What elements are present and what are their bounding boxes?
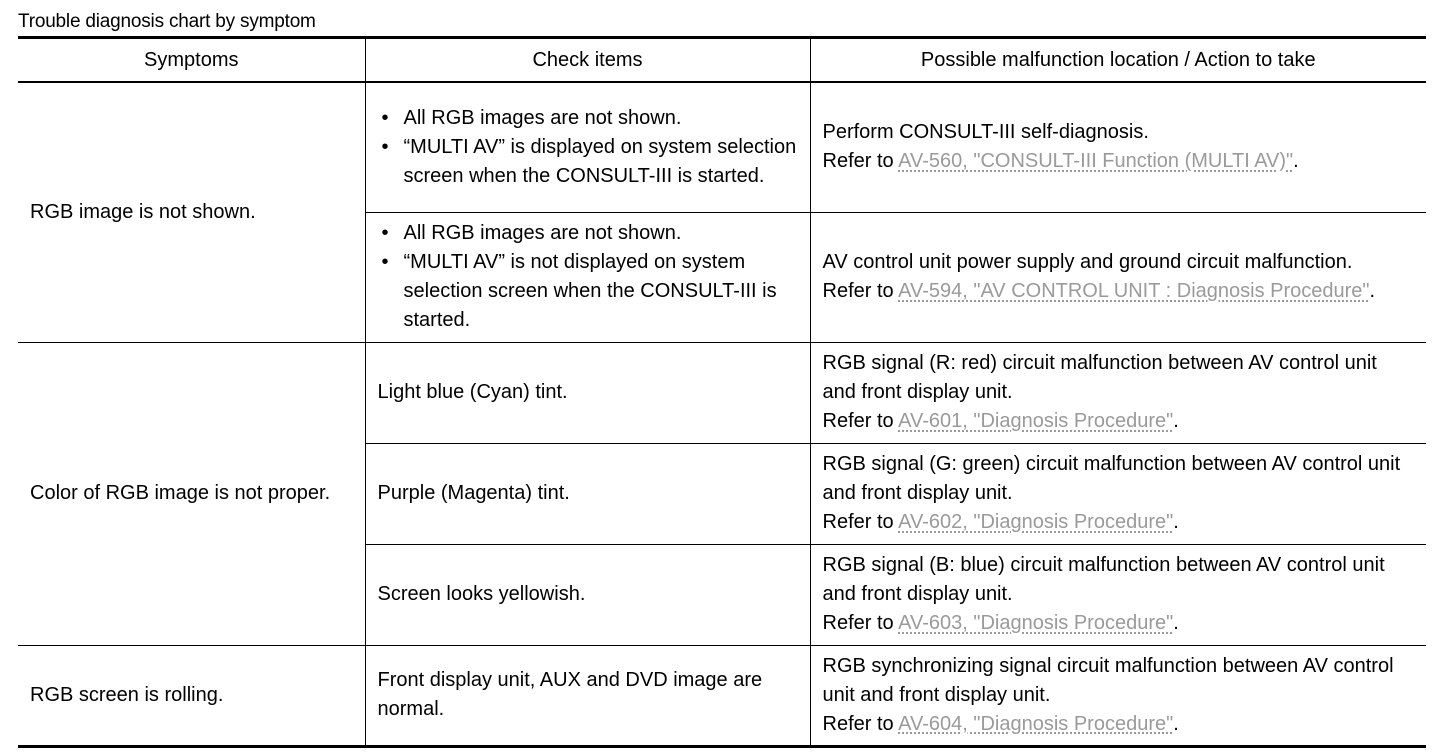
action-cell <box>810 212 1426 342</box>
action-text: Perform CONSULT-III self-diagnosis. <box>822 121 1149 144</box>
refer-line <box>823 508 1415 537</box>
action-cell <box>810 342 1426 443</box>
check-item: • All RGB images are not shown. <box>378 104 798 133</box>
table-row <box>18 342 1426 443</box>
reference-link[interactable]: AV-594, "AV CONTROL UNIT : Diagnosis Procedure" <box>898 280 1370 302</box>
refer-prefix: Refer to <box>822 410 899 432</box>
refer-prefix: Refer to <box>822 280 899 302</box>
action-text: RGB synchronizing signal circuit malfunction between AV control unit and front display unit. <box>822 654 1394 706</box>
refer-line <box>823 277 1415 306</box>
table-row <box>18 645 1426 746</box>
refer-suffix: . <box>1369 280 1376 302</box>
check-cell: Front display unit, AUX and DVD image are normal. <box>365 645 810 746</box>
header-symptoms: Symptoms <box>18 38 365 83</box>
action-cell <box>810 82 1426 212</box>
reference-link[interactable]: AV-604, "Diagnosis Procedure" <box>898 712 1174 735</box>
refer-suffix: . <box>1173 712 1179 735</box>
refer-prefix: Refer to <box>822 612 899 634</box>
header-check-items: Check items <box>365 38 810 83</box>
check-list <box>378 104 798 191</box>
check-cell: Purple (Magenta) tint. <box>365 443 810 544</box>
reference-link[interactable]: AV-603, "Diagnosis Procedure" <box>898 612 1174 634</box>
header-row <box>18 38 1426 83</box>
trouble-diagnosis-table <box>18 36 1426 748</box>
refer-suffix: . <box>1293 150 1299 173</box>
symptom-cell: RGB screen is rolling. <box>18 645 365 746</box>
action-text: AV control unit power supply and ground circuit malfunction. <box>822 251 1353 273</box>
refer-line <box>823 710 1415 739</box>
reference-link[interactable]: AV-601, "Diagnosis Procedure" <box>898 410 1174 432</box>
reference-link[interactable]: AV-602, "Diagnosis Procedure" <box>898 511 1174 533</box>
action-text: RGB signal (R: red) circuit malfunction between AV control unit and front display unit. <box>822 352 1377 403</box>
action-text: RGB signal (G: green) circuit malfunction between AV control unit and front display unit. <box>822 453 1401 504</box>
refer-suffix: . <box>1173 410 1179 432</box>
refer-suffix: . <box>1173 612 1179 634</box>
check-item: • “MULTI AV” is displayed on system selection screen when the CONSULT-III is started. <box>378 133 798 191</box>
refer-line <box>823 147 1415 176</box>
chart-caption: Trouble diagnosis chart by symptom <box>18 11 316 32</box>
refer-prefix: Refer to <box>822 150 899 173</box>
refer-prefix: Refer to <box>822 511 899 533</box>
symptom-cell: Color of RGB image is not proper. <box>18 342 365 645</box>
symptom-cell: RGB image is not shown. <box>18 82 365 342</box>
header-action: Possible malfunction location / Action to take <box>810 38 1426 83</box>
table-row <box>18 82 1426 212</box>
check-item: • “MULTI AV” is not displayed on system selection screen when the CONSULT-III is started. <box>378 248 798 335</box>
check-cell: Light blue (Cyan) tint. <box>365 342 810 443</box>
action-cell <box>810 645 1426 746</box>
action-cell <box>810 544 1426 645</box>
refer-prefix: Refer to <box>822 712 899 735</box>
check-list <box>378 219 798 335</box>
check-cell <box>365 212 810 342</box>
check-item: • All RGB images are not shown. <box>378 219 798 248</box>
reference-link[interactable]: AV-560, "CONSULT-III Function (MULTI AV)" <box>898 150 1294 173</box>
refer-suffix: . <box>1173 511 1179 533</box>
check-cell <box>365 82 810 212</box>
action-cell <box>810 443 1426 544</box>
refer-line <box>823 407 1415 436</box>
check-cell: Screen looks yellowish. <box>365 544 810 645</box>
refer-line <box>823 609 1415 638</box>
action-text: RGB signal (B: blue) circuit malfunction between AV control unit and front display unit. <box>822 554 1385 605</box>
